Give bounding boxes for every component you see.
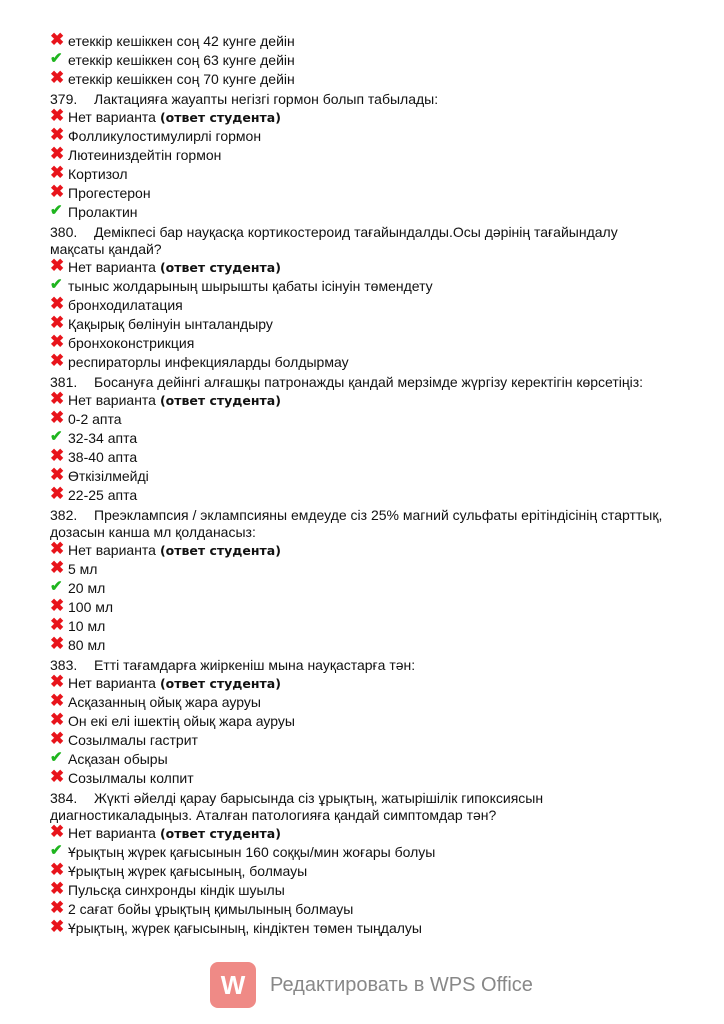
answer-option bbox=[50, 769, 670, 788]
option-text: респираторлы инфекцияларды болдырмау bbox=[68, 354, 349, 370]
cross-icon: ✖ bbox=[50, 691, 65, 710]
answer-option bbox=[50, 617, 670, 636]
option-text: Он екі елі ішектің ойық жара ауруы bbox=[68, 713, 295, 729]
option-text: етеккір кешіккен соң 70 кунге дейін bbox=[68, 71, 295, 87]
option-text: Нет варианта bbox=[68, 542, 156, 558]
option-text: тыныс жолдарының шырышты қабаты ісінуін төмендету bbox=[68, 278, 433, 294]
cross-icon: ✖ bbox=[50, 710, 65, 729]
question-number: 383. bbox=[50, 657, 78, 673]
answer-option bbox=[50, 843, 670, 862]
question-text bbox=[50, 374, 670, 391]
cross-icon: ✖ bbox=[50, 596, 65, 615]
option-text: Нет варианта bbox=[68, 392, 156, 408]
option-text: 38-40 апта bbox=[68, 449, 138, 465]
answer-option bbox=[50, 315, 670, 334]
answer-option bbox=[50, 334, 670, 353]
answer-option bbox=[50, 391, 670, 410]
cross-icon: ✖ bbox=[50, 125, 65, 144]
question-number: 379. bbox=[50, 91, 78, 107]
question-body: Демікпесі бар науқасқа кортикостероид тағайындалды.Осы дәрінің тағайындалу мақсаты қандай? bbox=[50, 224, 618, 257]
student-answer-label: (ответ студента) bbox=[159, 110, 281, 125]
option-text: Нет варианта bbox=[68, 259, 156, 275]
option-text: 100 мл bbox=[68, 599, 114, 615]
answer-option bbox=[50, 731, 670, 750]
check-icon: ✔ bbox=[50, 749, 63, 766]
answer-option bbox=[50, 353, 670, 372]
answer-option bbox=[50, 51, 670, 70]
cross-icon: ✖ bbox=[50, 539, 65, 558]
student-answer-label: (ответ студента) bbox=[159, 260, 281, 275]
answer-option bbox=[50, 32, 670, 51]
cross-icon: ✖ bbox=[50, 389, 65, 408]
answer-option bbox=[50, 146, 670, 165]
option-text: 10 мл bbox=[68, 618, 106, 634]
option-text: Ұрықтың жүрек қағысының, болмауы bbox=[68, 863, 308, 879]
cross-icon: ✖ bbox=[50, 558, 65, 577]
student-answer-label: (ответ студента) bbox=[159, 393, 281, 408]
cross-icon: ✖ bbox=[50, 484, 65, 503]
option-text: Нет варианта bbox=[68, 825, 156, 841]
answer-option bbox=[50, 258, 670, 277]
option-text: Созылмалы гастрит bbox=[68, 732, 198, 748]
option-text: бронхоконстрикция bbox=[68, 335, 195, 351]
option-text: 2 сағат бойы ұрықтың қимылының болмауы bbox=[68, 901, 354, 917]
answer-option bbox=[50, 712, 670, 731]
option-text: Пролактин bbox=[68, 204, 138, 220]
answer-option bbox=[50, 560, 670, 579]
answer-option bbox=[50, 900, 670, 919]
question-text bbox=[50, 224, 670, 258]
question-body: Лактацияға жауапты негізгі гормон болып табылады: bbox=[94, 91, 439, 107]
cross-icon: ✖ bbox=[50, 917, 65, 936]
answer-option bbox=[50, 881, 670, 900]
answer-option bbox=[50, 693, 670, 712]
answer-option bbox=[50, 429, 670, 448]
cross-icon: ✖ bbox=[50, 408, 65, 427]
answer-option bbox=[50, 541, 670, 560]
student-answer-label: (ответ студента) bbox=[159, 826, 281, 841]
answer-option bbox=[50, 70, 670, 89]
check-icon: ✔ bbox=[50, 276, 63, 293]
check-icon: ✔ bbox=[50, 428, 63, 445]
option-text: Ұрықтың, жүрек қағысының, кіндіктен төмен тыңдалуы bbox=[68, 920, 422, 936]
question-text bbox=[50, 91, 670, 108]
answer-option bbox=[50, 579, 670, 598]
question-body: Преэклампсия / эклампсияны емдеуде сіз 25% магний сульфаты ерітіндісінің старттық, дозасын канша мл қолданасыз: bbox=[50, 507, 663, 540]
answer-option bbox=[50, 277, 670, 296]
cross-icon: ✖ bbox=[50, 144, 65, 163]
wps-logo-icon: W bbox=[210, 962, 256, 1008]
cross-icon: ✖ bbox=[50, 879, 65, 898]
question-number: 380. bbox=[50, 224, 78, 240]
answer-option bbox=[50, 448, 670, 467]
answer-option bbox=[50, 127, 670, 146]
cross-icon: ✖ bbox=[50, 729, 65, 748]
answer-option bbox=[50, 203, 670, 222]
option-text: Лютеиниздейтін гормон bbox=[68, 147, 222, 163]
student-answer-label: (ответ студента) bbox=[159, 543, 281, 558]
cross-icon: ✖ bbox=[50, 898, 65, 917]
question-number: 384. bbox=[50, 790, 78, 806]
option-text: Прогестерон bbox=[68, 185, 151, 201]
cross-icon: ✖ bbox=[50, 106, 65, 125]
answer-option bbox=[50, 750, 670, 769]
question-body: Босануға дейінгі алғашқы патронажды қандай мерзімде жүргізу керектігін көрсетіңіз: bbox=[94, 374, 644, 390]
answer-option bbox=[50, 598, 670, 617]
option-text: Кортизол bbox=[68, 166, 128, 182]
cross-icon: ✖ bbox=[50, 822, 65, 841]
cross-icon: ✖ bbox=[50, 634, 65, 653]
answer-option bbox=[50, 184, 670, 203]
option-text: Фолликулостимулирлі гормон bbox=[68, 128, 262, 144]
cross-icon: ✖ bbox=[50, 615, 65, 634]
option-text: 5 мл bbox=[68, 561, 98, 577]
answer-option bbox=[50, 467, 670, 486]
document-page bbox=[50, 32, 670, 938]
answer-option bbox=[50, 486, 670, 505]
answer-option bbox=[50, 862, 670, 881]
question-body: Жүкті әйелді қарау барысында сіз ұрықтың, жатырішілік гипоксиясын диагностикаладыңыз. Аталған патологияға қандай симптомдар тән? bbox=[50, 790, 544, 823]
cross-icon: ✖ bbox=[50, 30, 65, 49]
option-text: Созылмалы колпит bbox=[68, 770, 194, 786]
check-icon: ✔ bbox=[50, 842, 63, 859]
cross-icon: ✖ bbox=[50, 256, 65, 275]
answer-option bbox=[50, 410, 670, 429]
answer-option bbox=[50, 636, 670, 655]
answer-option bbox=[50, 108, 670, 127]
option-text: 22-25 апта bbox=[68, 487, 138, 503]
option-text: Асқазан обыры bbox=[68, 751, 168, 767]
option-text: Нет варианта bbox=[68, 675, 156, 691]
check-icon: ✔ bbox=[50, 578, 63, 595]
cross-icon: ✖ bbox=[50, 672, 65, 691]
cross-icon: ✖ bbox=[50, 465, 65, 484]
option-text: 20 мл bbox=[68, 580, 106, 596]
cross-icon: ✖ bbox=[50, 313, 65, 332]
option-text: Өткізілмейді bbox=[68, 468, 149, 484]
option-text: етеккір кешіккен соң 42 кунге дейін bbox=[68, 33, 295, 49]
answer-option bbox=[50, 674, 670, 693]
option-text: 80 мл bbox=[68, 637, 106, 653]
cross-icon: ✖ bbox=[50, 68, 65, 87]
student-answer-label: (ответ студента) bbox=[159, 676, 281, 691]
option-text: Қақырық бөлінуін ынталандыру bbox=[68, 316, 273, 332]
option-text: 0-2 апта bbox=[68, 411, 122, 427]
option-text: Асқазанның ойық жара ауруы bbox=[68, 694, 261, 710]
cross-icon: ✖ bbox=[50, 860, 65, 879]
cross-icon: ✖ bbox=[50, 332, 65, 351]
cross-icon: ✖ bbox=[50, 182, 65, 201]
question-body: Етті тағамдарға жиіркеніш мына науқастарға тән: bbox=[94, 657, 416, 673]
option-text: бронходилатация bbox=[68, 297, 183, 313]
question-text bbox=[50, 657, 670, 674]
cross-icon: ✖ bbox=[50, 767, 65, 786]
option-text: Пульсқа синхронды кіндік шуылы bbox=[68, 882, 285, 898]
wps-edit-label[interactable]: Редактировать в WPS Office bbox=[270, 973, 533, 996]
check-icon: ✔ bbox=[50, 202, 63, 219]
check-icon: ✔ bbox=[50, 50, 63, 67]
answer-option bbox=[50, 919, 670, 938]
answer-option bbox=[50, 296, 670, 315]
question-text bbox=[50, 507, 670, 541]
option-text: етеккір кешіккен соң 63 кунге дейін bbox=[68, 52, 295, 68]
answer-option bbox=[50, 824, 670, 843]
option-text: Ұрықтың жүрек қағысынын 160 соққы/мин жоғары болуы bbox=[68, 844, 436, 860]
wps-edit-banner[interactable] bbox=[210, 962, 533, 1008]
option-text: Нет варианта bbox=[68, 109, 156, 125]
answer-option bbox=[50, 165, 670, 184]
option-text: 32-34 апта bbox=[68, 430, 138, 446]
cross-icon: ✖ bbox=[50, 446, 65, 465]
cross-icon: ✖ bbox=[50, 351, 65, 370]
question-number: 381. bbox=[50, 374, 78, 390]
question-number: 382. bbox=[50, 507, 78, 523]
cross-icon: ✖ bbox=[50, 294, 65, 313]
cross-icon: ✖ bbox=[50, 163, 65, 182]
question-text bbox=[50, 790, 670, 824]
